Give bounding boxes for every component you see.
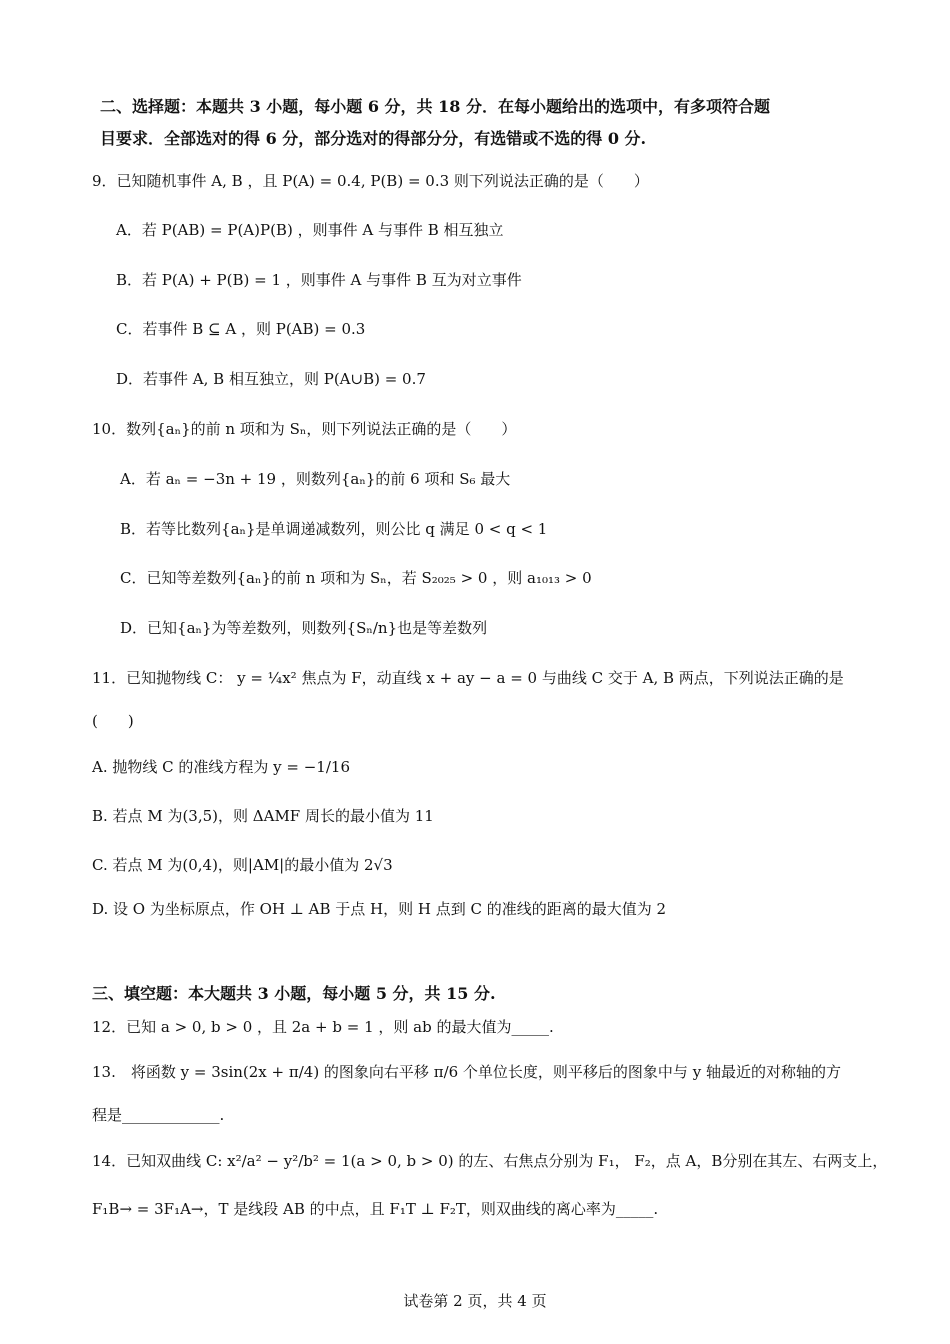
question-9-option-c: C．若事件 B ⊆ A ，则 P(AB) = 0.3 [116,320,366,338]
question-12: 12．已知 a > 0, b > 0 ，且 2a + b = 1 ，则 ab 的最大值为_____. [92,1018,554,1036]
question-11-option-d: D. 设 O 为坐标原点，作 OH ⊥ AB 于点 H，则 H 点到 C 的准线的距离的最大值为 2 [92,900,667,918]
question-10-option-d: D．已知{aₙ}为等差数列，则数列{Sₙ/n}也是等差数列 [120,619,488,637]
question-11-option-b: B. 若点 M 为(3,5)，则 ΔAMF 周长的最小值为 11 [92,807,434,825]
question-11-stem: 11．已知抛物线 C： y = ¼x² 焦点为 F，动直线 x + ay − a = 0 与曲线 C 交于 A, B 两点，下列说法正确的是 [92,669,844,687]
section3-heading: 三、填空题：本大题共 3 小题，每小题 5 分，共 15 分. [92,984,496,1003]
question-10-option-a: A．若 aₙ = −3n + 19 ，则数列{aₙ}的前 6 项和 S₆ 最大 [120,470,511,488]
question-9-option-d: D．若事件 A, B 相互独立，则 P(A∪B) = 0.7 [116,370,426,388]
question-14-line1: 14．已知双曲线 C: x²/a² − y²/b² = 1(a > 0, b > 0) 的左、右焦点分别为 F₁， F₂，点 A，B分别在其左、右两支上， [92,1152,888,1170]
section2-heading-line2: 目要求．全部选对的得 6 分，部分选对的得部分分，有选错或不选的得 0 分. [100,129,647,148]
section2-heading-line1: 二、选择题：本题共 3 小题，每小题 6 分，共 18 分．在每小题给出的选项中，有多项符合题 [100,97,770,116]
question-9-stem: 9．已知随机事件 A, B ，且 P(A) = 0.4, P(B) = 0.3 则下列说法正确的是（ ） [92,172,649,190]
question-11-option-a: A. 抛物线 C 的准线方程为 y = −1/16 [92,758,350,776]
question-13-line2: 程是_____________. [92,1106,225,1124]
question-9-option-a: A．若 P(AB) = P(A)P(B) ，则事件 A 与事件 B 相互独立 [116,221,504,239]
question-10-option-b: B．若等比数列{aₙ}是单调递减数列，则公比 q 满足 0 < q < 1 [120,520,548,538]
question-14-line2: F₁B→ = 3F₁A→，T 是线段 AB 的中点，且 F₁T ⊥ F₂T，则双曲线的离心率为_____. [92,1200,659,1218]
page-footer: 试卷第 2 页，共 4 页 [403,1292,547,1310]
question-13-line1: 13. 将函数 y = 3sin(2x + π/4) 的图象向右平移 π/6 个单位长度，则平移后的图象中与 y 轴最近的对称轴的方 [92,1063,841,1081]
question-10-stem: 10．数列{aₙ}的前 n 项和为 Sₙ，则下列说法正确的是（ ） [92,420,517,438]
question-10-option-c: C．已知等差数列{aₙ}的前 n 项和为 Sₙ，若 S₂₀₂₅ > 0 ，则 a₁₀₁₃ > 0 [120,569,592,587]
question-11-option-c: C. 若点 M 为(0,4)，则|AM|的最小值为 2√3 [92,856,393,874]
question-9-option-b: B．若 P(A) + P(B) = 1 ，则事件 A 与事件 B 互为对立事件 [116,271,522,289]
question-11-answer-paren: ( ) [92,712,134,730]
